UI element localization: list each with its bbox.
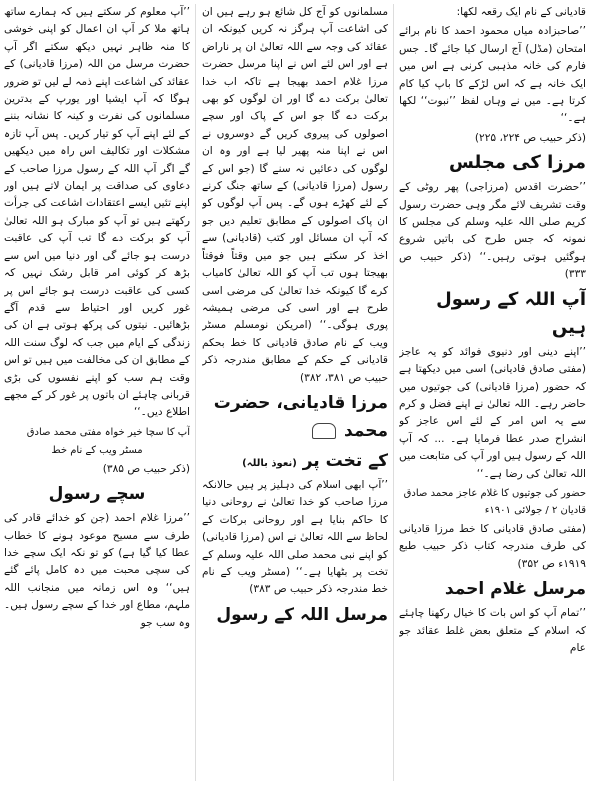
section-heading-majlis: مرزا کی مجلس: [449, 152, 586, 174]
section-heading-sache-rasool: سچے رسول: [48, 484, 146, 505]
paragraph: ’’آپ معلوم کر سکتے ہیں کہ ہمارے ساتھ ہاتھ ملا کر آپ ان اعمال کو اپنی خوشی کا منہ ظاہر نہیں دیکھ سکتے اگر آپ حضرت مرسل من اللہ (مرزا قادیانی) کے عقائد کی اشاعت اپنے ذمہ لے لیں تو ضرور ہوگا کہ آپ ایشیا اور یورپ کے بدترین مسلمانوں کی نفرت و کینہ کا نشانہ بننے کے لئے اپنے آپ کو تیار کریں۔ پس آپ تازہ مشکلات اور تکالیف اس راہ میں دیکھیں گے اگر آپ اللہ کے رسول مرزا صاحب کے دعاوی کی صداقت پر ایمان لاتے ہیں اور اپنے تئیں ایسے اعتقادات اشاعت کی جرأت رکھتے ہیں تو آپ کو مبارک ہو اللہ تعالیٰ آپ کو برکت دے گا تب آپ کی عاقبت درست ہو جائے گی اور دنیا میں اس سے بڑھ کر کوئی امر قابل رشک نہیں کہ کسی کی عاقبت درست ہو جائے اس پر غور کریں اور احتیاط سے قدم آگے بڑھائیں۔ نیتوں کی پرکھ ہوتی ہے ان کی زندگی کے ایام میں جب کہ لوگ سنت اللہ کے مطابق ان کی مخالفت میں ہیں تو اس وقت ہم سب کو اپنے نفسوں کی بڑی قربانی چاہئے ان باتوں پر غور کر کے مجھے اطلاع دیں۔‘‘: [4, 6, 190, 419]
intro-text: قادیانی کے نام ایک رقعہ لکھا:: [456, 6, 586, 18]
heading-part: مرزا قادیانی، حضرت محمد: [213, 392, 388, 441]
quote-rasool: ’’اپنے دینی اور دنیوی فوائد کو یہ عاجز (مفتی صادق قادیانی) اسی میں دیکھتا ہے کہ حضور (مرزا قادیانی) کی جوتیوں میں حاضر رہے۔ اللہ تعالیٰ نے اپنے فضل و کرم سے یہ اس امر کے لئے اس عاجز کو انشراح صدر عطا فرمایا ہے۔ ... کہ آپ اللہ کے رسول ہیں اور آپ کی متابعت میں اللہ تعالیٰ کی رضا ہے۔‘‘: [399, 345, 586, 480]
heading-part: کے تخت پر: [302, 450, 388, 471]
quote-nabuwwat: ’’صاحبزادہ میاں محمود احمد کا نام برائے امتحان (مڈل) آج ارسال کیا جائے گا۔ جس فارم کی خانہ مذہبی کرنی ہے اس میں ایک خانہ ہے کہ اس لڑکے کا باپ کیا کام کرتا ہے۔ میں نے وہاں لفظ ’’نبوت‘‘ لکھا ہے۔‘‘: [399, 25, 586, 125]
letter-addressee: مسٹر ویب کے نام خط: [51, 444, 143, 456]
quote-mursal: ’’تمام آپ کو اس بات کا خیال رکھنا چاہئے کہ اسلام کے متعلق بعض غلط عقائد جو عام: [399, 607, 586, 654]
paragraph: ’’آپ ابھی اسلام کی دہلیز پر ہیں حالانکہ مرزا صاحب کو خدا تعالیٰ نے روحانی دنیا کا حاکم بنایا ہے اور روحانی برکات کے لحاظ سے اللہ تعالیٰ نے اس (مرزا قادیانی) کو اپنے نبی محمد صلی اللہ علیہ وسلم کے تخت پر بٹھایا ہے۔‘‘ (مسٹر ویب کے نام خط مندرجہ ذکر حبیب ص ۳۸۳): [202, 478, 388, 596]
column-left: [4, 4, 190, 781]
column-middle: [202, 4, 388, 781]
section-heading-takht: [202, 389, 388, 445]
column-divider: [393, 4, 394, 781]
letter-signature: آپ کا سچا خیر خواہ مفتی محمد صادق: [26, 426, 190, 438]
column-right: [399, 4, 586, 781]
section-heading-takht-cont: [202, 447, 388, 475]
naudhubillah-note: (نعوذ باللہ): [242, 457, 297, 469]
section-heading-mursal: مرسل غلام احمد: [444, 579, 586, 600]
letter-signature: حضور کی جوتیوں کا غلام عاجز محمد صادق قادیان ۲ / جولائی ۱۹۰۱ء: [403, 487, 586, 516]
column-divider: [195, 4, 196, 781]
section-heading-rasool: آپ اللہ کے رسول ہیں: [436, 288, 586, 338]
reference: (ذکر حبیب ص ۳۸۵): [102, 462, 190, 475]
honorific-calligraphy-icon: [312, 423, 336, 439]
paragraph: مسلمانوں کو آج کل شائع ہو رہے ہیں ان کی اشاعت آپ ہرگز نہ کریں کیونکہ ان عقائد کی وجہ سے اللہ تعالیٰ ان پر ناراض ہے اور اس لئے اس نے اپنا مرسل حضرت مرزا غلام احمد بھیجا ہے تاکہ اب خدا تعالیٰ برکت دے گا اور ان لوگوں کو بھی برکت دے گا جو اس کے پاک اور سچے اصولوں کی پیروی کریں گے دوسروں نے اس نے اپنا منہ پھیر لیا ہے اور وہ ان لوگوں کی دعائیں نہ سنے گا (جو اس کے رسول (مرزا قادیانی) کے ساتھ جنگ کرنے کے لئے کھڑے ہوں گے۔ پس آپ لوگوں کو ان پاک اصولوں کے مطابق تعلیم دیں جو کہ آپ ان مسائل اور کتب (قادیانی) سے اخذ کر سکتے ہیں جو میں وقتاً فوقتاً بھیجتا ہوں تب آپ کو اللہ تعالیٰ کامیاب کرے گا کیونکہ خدا تعالیٰ کی مرضی اسی طرح ہے اور اسی کی مرضی ہمیشہ پوری ہوگی۔‘‘ (امریکن نومسلم مسٹر ویب کے نام صادق قادیانی کا خط بحکم قادیانی کے حکم کے مطابق مندرجہ ذکر حبیب ص ۳۸۱، ۳۸۲): [202, 6, 388, 384]
section-heading-mursal-rasool: مرسل اللہ کے رسول: [216, 604, 388, 625]
paragraph: ’’مرزا غلام احمد (جن کو خدائے قادر کی طرف سے مسیح موعود ہونے کا خطاب عطا کیا گیا ہے) کو تو نکہ ایک سچے خدا کی سچی محبت میں دہ کامل پائے گئے ہیں‘‘ وہ اس زمانہ میں منجانب اللہ ملہم، مطاع اور خدا کے سچے رسول ہیں۔ وہ سب جو: [4, 512, 190, 629]
reference: (مفتی صادق قادیانی کا خط مرزا قادیانی کی طرف مندرجہ کتاب ذکر حبیب طبع ۱۹۱۹ء ص ۳۵۲): [399, 522, 586, 570]
reference: (ذکر حبیب ص ۲۲۴، ۲۲۵): [474, 131, 586, 144]
document-page: [4, 4, 586, 781]
quote-majlis: ’’حضرت اقدس (مرزاجی) پھر روٹی کے وقت تشریف لائے مگر وہی حضرت رسول کریم صلی اللہ علیہ وسلم کی مجلس کا نمونہ کہ جس طرح کی باتیں شروع ہوگئیں ہوتی رہیں۔‘‘ (ذکر حبیب ص ۳۳۳): [399, 181, 586, 281]
